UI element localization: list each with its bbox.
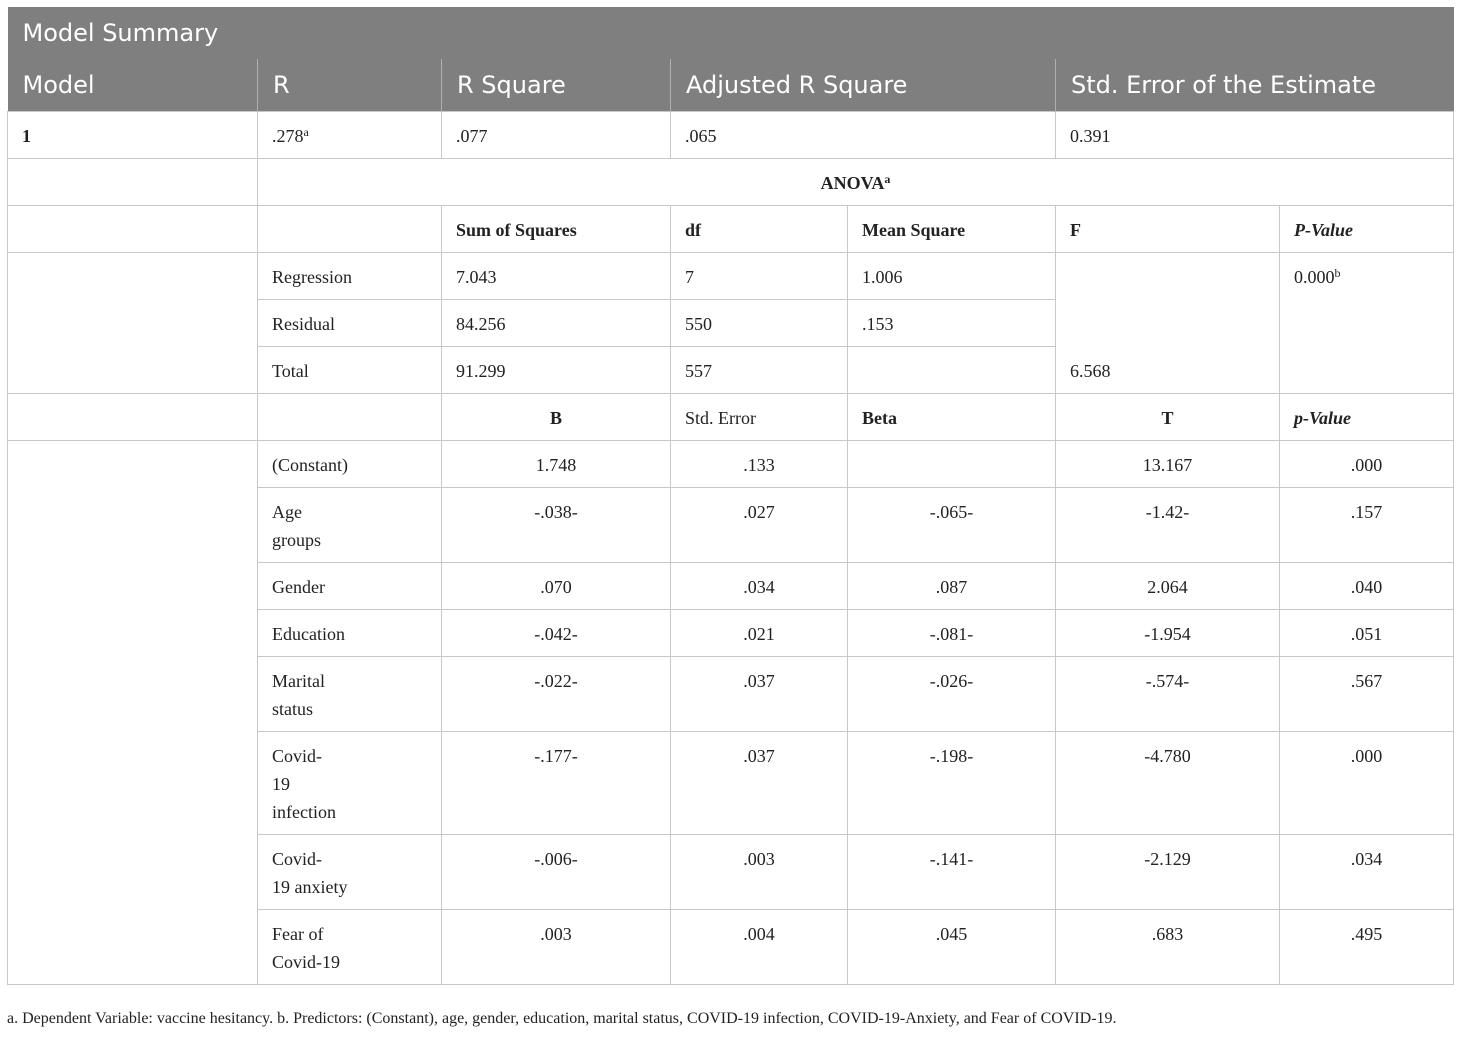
coef-p-value: .000: [1280, 732, 1454, 835]
r-square-value: .077: [442, 112, 671, 159]
r-superscript: a: [303, 125, 309, 139]
anova-mean-square: .153: [848, 300, 1056, 347]
coef-std-error: .133: [671, 441, 848, 488]
coef-header-p-value: p-Value: [1280, 394, 1454, 441]
coef-row-label-line: infection: [272, 802, 336, 822]
model-summary-table-container: [7, 7, 1453, 985]
coef-beta: [848, 441, 1056, 488]
coef-t: -.574-: [1056, 657, 1280, 732]
coef-row-label-line: 19: [272, 774, 290, 794]
coef-beta: -.026-: [848, 657, 1056, 732]
coef-row-label-line: Marital: [272, 671, 325, 691]
coef-header-std-error: Std. Error: [671, 394, 848, 441]
coef-row-label: [258, 488, 442, 563]
coef-b: -.177-: [442, 732, 671, 835]
coef-b: .003: [442, 910, 671, 985]
anova-df: 550: [671, 300, 848, 347]
anova-title: ANOVA: [820, 173, 885, 193]
coef-std-error: .021: [671, 610, 848, 657]
coef-beta: .045: [848, 910, 1056, 985]
header-std-error-estimate: Std. Error of the Estimate: [1056, 59, 1454, 112]
coef-t: 13.167: [1056, 441, 1280, 488]
coef-b: -.006-: [442, 835, 671, 910]
coef-beta: -.081-: [848, 610, 1056, 657]
coef-row-label-line: Covid-19: [272, 952, 341, 972]
coef-std-error: .027: [671, 488, 848, 563]
coef-t: -1.954: [1056, 610, 1280, 657]
coef-row-label: [258, 441, 442, 488]
header-r-square: R Square: [442, 59, 671, 112]
coef-row-label: [258, 610, 442, 657]
anova-title-cell: [258, 159, 1454, 206]
coef-t: -4.780: [1056, 732, 1280, 835]
r-value-cell: [258, 112, 442, 159]
coef-row-label: [258, 732, 442, 835]
table-title-row: [8, 7, 1454, 59]
coef-p-value: .034: [1280, 835, 1454, 910]
summary-row: [8, 112, 1454, 159]
anova-row-label: Total: [258, 347, 442, 394]
anova-mean-square: [848, 347, 1056, 394]
anova-df: 7: [671, 253, 848, 300]
coef-p-value: .051: [1280, 610, 1454, 657]
coef-row-label-line: Education: [272, 624, 345, 644]
coef-p-value: .495: [1280, 910, 1454, 985]
model-number: 1: [8, 112, 258, 159]
anova-sum-squares: 91.299: [442, 347, 671, 394]
coef-beta: .087: [848, 563, 1056, 610]
coef-row-label-line: Covid-: [272, 849, 323, 869]
anova-sum-squares: 84.256: [442, 300, 671, 347]
anova-row-label: Residual: [258, 300, 442, 347]
coef-row-label-line: (Constant): [272, 455, 348, 475]
coef-b: .070: [442, 563, 671, 610]
coef-header-b: B: [442, 394, 671, 441]
coef-row-label-line: groups: [272, 530, 321, 550]
header-adjusted-r-square: Adjusted R Square: [671, 59, 1056, 112]
coef-std-error: .037: [671, 657, 848, 732]
coef-b: 1.748: [442, 441, 671, 488]
coef-row-label: [258, 563, 442, 610]
coef-header-beta: Beta: [848, 394, 1056, 441]
coef-t: .683: [1056, 910, 1280, 985]
anova-row-label: Regression: [258, 253, 442, 300]
anova-sum-squares: 7.043: [442, 253, 671, 300]
table-title: Model Summary: [8, 7, 1454, 59]
adjusted-r-square-value: .065: [671, 112, 1056, 159]
header-model: Model: [8, 59, 258, 112]
anova-header-df: df: [671, 206, 848, 253]
coef-b: -.042-: [442, 610, 671, 657]
coef-std-error: .034: [671, 563, 848, 610]
coef-row-label-line: Fear of: [272, 924, 324, 944]
anova-p-superscript: b: [1334, 266, 1341, 280]
coef-p-value: .000: [1280, 441, 1454, 488]
coef-p-value: .157: [1280, 488, 1454, 563]
r-value: .278: [272, 126, 304, 146]
header-r: R: [258, 59, 442, 112]
anova-header-f: F: [1056, 206, 1280, 253]
anova-mean-square: 1.006: [848, 253, 1056, 300]
coef-row-label-line: Covid-: [272, 746, 323, 766]
coef-std-error: .004: [671, 910, 848, 985]
coef-std-error: .003: [671, 835, 848, 910]
coef-p-value: .040: [1280, 563, 1454, 610]
coef-row-label-line: Age: [272, 502, 302, 522]
coef-row: [8, 441, 1454, 488]
anova-title-row: [8, 159, 1454, 206]
coef-beta: -.141-: [848, 835, 1056, 910]
coefficients-header-row: [8, 394, 1454, 441]
coef-row-label-line: Gender: [272, 577, 325, 597]
coef-row-label: [258, 910, 442, 985]
coef-row-label-line: status: [272, 699, 314, 719]
table-footnote: a. Dependent Variable: vaccine hesitancy. b. Predictors: (Constant), age, gender, education, marital status, COVID-19 infection, COVID-19-Anxiety, and Fear of COVID-19.: [7, 1010, 1117, 1027]
anova-f-value: 6.568: [1056, 253, 1280, 394]
coef-t: -2.129: [1056, 835, 1280, 910]
coef-t: -1.42-: [1056, 488, 1280, 563]
coef-beta: -.065-: [848, 488, 1056, 563]
coef-header-t: T: [1056, 394, 1280, 441]
coef-row-label-line: 19 anxiety: [272, 877, 348, 897]
coef-row-label: [258, 835, 442, 910]
model-summary-table: [7, 7, 1454, 985]
anova-header-sum-squares: Sum of Squares: [442, 206, 671, 253]
anova-header-row: [8, 206, 1454, 253]
anova-df: 557: [671, 347, 848, 394]
anova-p-value-cell: [1280, 253, 1454, 394]
coef-t: 2.064: [1056, 563, 1280, 610]
anova-header-mean-square: Mean Square: [848, 206, 1056, 253]
summary-header-row: [8, 59, 1454, 112]
anova-p-value: 0.000: [1294, 267, 1335, 287]
std-error-estimate-value: 0.391: [1056, 112, 1454, 159]
coef-b: -.038-: [442, 488, 671, 563]
anova-row-regression: [8, 253, 1454, 300]
anova-title-superscript: a: [884, 172, 891, 186]
coef-beta: -.198-: [848, 732, 1056, 835]
coef-std-error: .037: [671, 732, 848, 835]
coef-row-label: [258, 657, 442, 732]
coef-p-value: .567: [1280, 657, 1454, 732]
anova-header-p-value: P-Value: [1280, 206, 1454, 253]
coef-b: -.022-: [442, 657, 671, 732]
